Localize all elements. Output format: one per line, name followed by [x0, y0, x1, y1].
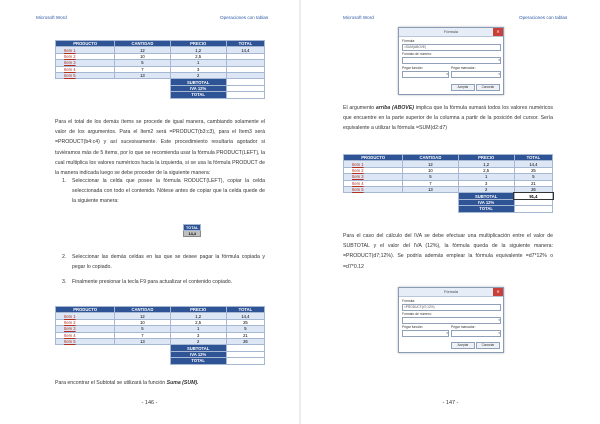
item-name[interactable]: Item 3 [56, 326, 115, 332]
format-select[interactable] [402, 317, 501, 324]
preview-header: TOTAL [184, 225, 201, 231]
paste-function-label: Pegar función: [402, 325, 424, 329]
cell: 10 [115, 319, 170, 325]
item-name[interactable]: Item 4 [56, 332, 115, 338]
step-text: Seleccionar la celda que posee la fórmula RODUCT(LEFT), copiar la celda seleccionada con todo el contenido. Nótese antes de copiar que la celda quede de la siguiente manera: [72, 178, 265, 205]
close-icon[interactable]: ✕ [493, 288, 503, 296]
cell: 1,2 [170, 313, 226, 319]
formula-dialog[interactable] [398, 27, 504, 95]
formula-input[interactable]: =SUM(ABOVE) [402, 44, 501, 51]
item-name[interactable]: Item 1 [344, 161, 403, 167]
col-header: PRODUCTO [344, 155, 403, 161]
subtotal-label: SUBTOTAL [170, 79, 226, 85]
total-label: TOTAL [170, 92, 226, 98]
page-number: - 146 - [141, 400, 158, 406]
paste-function-select[interactable] [402, 71, 449, 78]
total-cell-preview [183, 224, 201, 237]
ok-button[interactable]: Aceptar [451, 84, 475, 91]
cell: 2 [458, 186, 514, 192]
cell: 5 [226, 326, 264, 332]
steps-list-continued [62, 252, 265, 288]
col-header: TOTAL [514, 155, 552, 161]
cell: 1 [458, 174, 514, 180]
cell: 26 [226, 338, 264, 344]
cell [226, 358, 264, 364]
cell: 25 [226, 319, 264, 325]
cell: 10 [403, 167, 458, 173]
format-label: Formato de número: [402, 312, 432, 316]
left-page [0, 0, 299, 424]
item-name[interactable]: Item 4 [56, 66, 115, 72]
cell: 10 [115, 53, 170, 59]
running-header-left: Microsoft Word [343, 15, 374, 20]
list-item: 3. Finalmente presionar la tecla F9 para actualizar el contenido copiado. [62, 279, 233, 286]
paste-function-label: Pegar función: [402, 66, 424, 70]
item-name[interactable]: Item 2 [56, 53, 115, 59]
function-name: Suma (SUM). [166, 380, 199, 386]
cell: 5 [115, 326, 170, 332]
cell: 12 [403, 161, 458, 167]
paragraph: Para el total de los demás ítems se procede de igual manera, cambiando solamente el valor de los argumentos. Para el Item2 será =PRODUCT(b3:c3), para el Item3 será =PRODUCT(b4:c4) y así sucesivamente. Este procedimiento resultaría agotador si tuviéramos más de 5 ítems, por lo que se recomienda usar la fórmula PRODUCT(LEFT), la cual multiplica los valores numéricos hacia la izquierda, si se usa la fórmula PRODUCT de la manera indicada luego se debe proceder de la siguiente manera: [55, 119, 265, 177]
formula-input[interactable]: =PRODUCT(d7;12%) [402, 304, 501, 311]
col-header: CANTIDAD [115, 307, 170, 313]
step-text: Seleccionar las demás celdas en las que se desee pagar la fórmula copiada y pegar lo copiado. [72, 254, 265, 271]
cell: 14,4 [226, 47, 264, 53]
cell: 1 [170, 326, 226, 332]
col-header: PRECIO [170, 41, 226, 47]
item-name[interactable]: Item 2 [56, 319, 115, 325]
item-name[interactable]: Item 3 [344, 174, 403, 180]
subtotal-label: SUBTOTAL [170, 345, 226, 351]
cell [514, 206, 552, 212]
paragraph: Para encontrar el Subtotal se utilizará la función Suma (SUM). [55, 380, 199, 386]
item-name[interactable]: Item 5 [344, 186, 403, 192]
cell: 2,5 [458, 167, 514, 173]
cell: 5 [403, 174, 458, 180]
item-name[interactable]: Item 1 [56, 313, 115, 319]
chevron-down-icon: ▾ [498, 72, 500, 76]
running-header-right: Operaciones con tablas [220, 15, 269, 20]
formula-dialog-iva[interactable] [398, 287, 504, 353]
item-name[interactable]: Item 5 [56, 338, 115, 344]
cell: 7 [403, 180, 458, 186]
subtotal-value[interactable]: 91,4 [514, 193, 552, 199]
running-header-left: Microsoft Word [36, 15, 67, 20]
list-item: 1. Seleccionar la celda que posee la fórmula RODUCT(LEFT), copiar la celda seleccionada con todo el contenido. Nótese antes de copiar que la celda quede de la siguiente manera: [62, 178, 265, 205]
product-table-top [55, 40, 265, 99]
close-icon[interactable]: ✕ [493, 28, 503, 36]
step-text: Finalmente presionar la tecla F9 para actualizar el contenido copiado. [72, 279, 233, 286]
col-header: PRECIO [170, 307, 226, 313]
paragraph: El argumento arriba (ABOVE) implica que la fórmula sumará todos los valores numéricos que encuentre en la parte superior de la columna a partir de la posición del cursor. Sería equivalente a utilizar la fórmula =SUM(d2:d7) [343, 105, 553, 132]
preview-value: 14,4 [184, 231, 201, 237]
iva-label: IVA 12% [170, 351, 226, 357]
list-item: 2. Seleccionar las demás celdas en las que se desee pagar la fórmula copiada y pegar lo copiado. [62, 254, 265, 271]
format-label: Formato de número: [402, 52, 432, 56]
cell: 3 [170, 66, 226, 72]
col-header: CANTIDAD [403, 155, 458, 161]
chevron-down-icon: ▾ [446, 72, 448, 76]
total-label: TOTAL [458, 206, 514, 212]
paste-bookmark-label: Pegar marcador: [451, 325, 476, 329]
chevron-down-icon: ▾ [446, 331, 448, 335]
cell [226, 92, 264, 98]
cell: 21 [226, 332, 264, 338]
dialog-title: Fórmula ✕ [399, 28, 503, 37]
item-name[interactable]: Item 3 [56, 60, 115, 66]
running-header-right: Operaciones con tablas [519, 15, 568, 20]
cell: 26 [514, 186, 552, 192]
cell: 7 [115, 332, 170, 338]
cell: 2 [170, 72, 226, 78]
col-header: PRODUCTO [56, 41, 115, 47]
cell: 2 [170, 338, 226, 344]
formula-label: Fórmula: [402, 299, 416, 303]
cancel-button[interactable]: Cancelar [476, 84, 500, 91]
paste-function-select[interactable] [402, 330, 449, 337]
dialog-title: Fórmula ✕ [399, 288, 503, 297]
cell: 13 [115, 338, 170, 344]
argument-name: arriba (ABOVE) [375, 105, 414, 111]
chevron-down-icon: ▾ [498, 58, 500, 62]
col-header: TOTAL [226, 41, 264, 47]
product-table-bottom [55, 306, 265, 365]
format-select[interactable] [402, 57, 501, 64]
item-name[interactable]: Item 4 [344, 180, 403, 186]
cell: 5 [115, 60, 170, 66]
cell: 1 [170, 60, 226, 66]
item-name[interactable]: Item 1 [56, 47, 115, 53]
item-name[interactable]: Item 5 [56, 72, 115, 78]
iva-label: IVA 12% [170, 85, 226, 91]
cell: 1,2 [170, 47, 226, 53]
cell: 3 [170, 332, 226, 338]
chevron-down-icon: ▾ [498, 318, 500, 322]
paste-bookmark-label: Pegar marcador: [451, 66, 476, 70]
cell: 12 [115, 313, 170, 319]
col-header: PRODUCTO [56, 307, 115, 313]
cell: 13 [115, 72, 170, 78]
chevron-down-icon: ▾ [498, 331, 500, 335]
cell: 13 [403, 186, 458, 192]
cell: 14,4 [514, 161, 552, 167]
cell: 1,2 [458, 161, 514, 167]
ok-button[interactable]: Aceptar [451, 342, 475, 349]
cell: 5 [514, 174, 552, 180]
subtotal-label: SUBTOTAL [458, 193, 514, 199]
paragraph: Para el caso del cálculo del IVA se debe efectuar una multiplicación entre el valor de SUBTOTAL y el valor del IVA (12%), la fórmula queda de la siguiente manera: =PRODUCT(d7;12%). Se podría además emplear la fórmula equivalente =d7*12% o =d7*0.12 [343, 233, 553, 270]
cell: 2,5 [170, 53, 226, 59]
col-header: PRECIO [458, 155, 514, 161]
item-name[interactable]: Item 2 [344, 167, 403, 173]
cell: 7 [115, 66, 170, 72]
iva-label: IVA 12% [458, 199, 514, 205]
right-page [301, 0, 600, 424]
total-label: TOTAL [170, 358, 226, 364]
cell: 21 [514, 180, 552, 186]
paste-bookmark-select[interactable] [451, 71, 501, 78]
col-header: CANTIDAD [115, 41, 170, 47]
steps-list [62, 176, 265, 207]
formula-label: Fórmula: [402, 39, 416, 43]
paste-bookmark-select[interactable] [451, 330, 501, 337]
cell: 25 [514, 167, 552, 173]
product-table-right [343, 154, 553, 213]
cell: 3 [458, 180, 514, 186]
cell: 12 [115, 47, 170, 53]
col-header: TOTAL [226, 307, 264, 313]
cell: 14,4 [226, 313, 264, 319]
cell: 2,5 [170, 319, 226, 325]
page-number: - 147 - [442, 400, 459, 406]
cancel-button[interactable]: Cancelar [476, 342, 500, 349]
